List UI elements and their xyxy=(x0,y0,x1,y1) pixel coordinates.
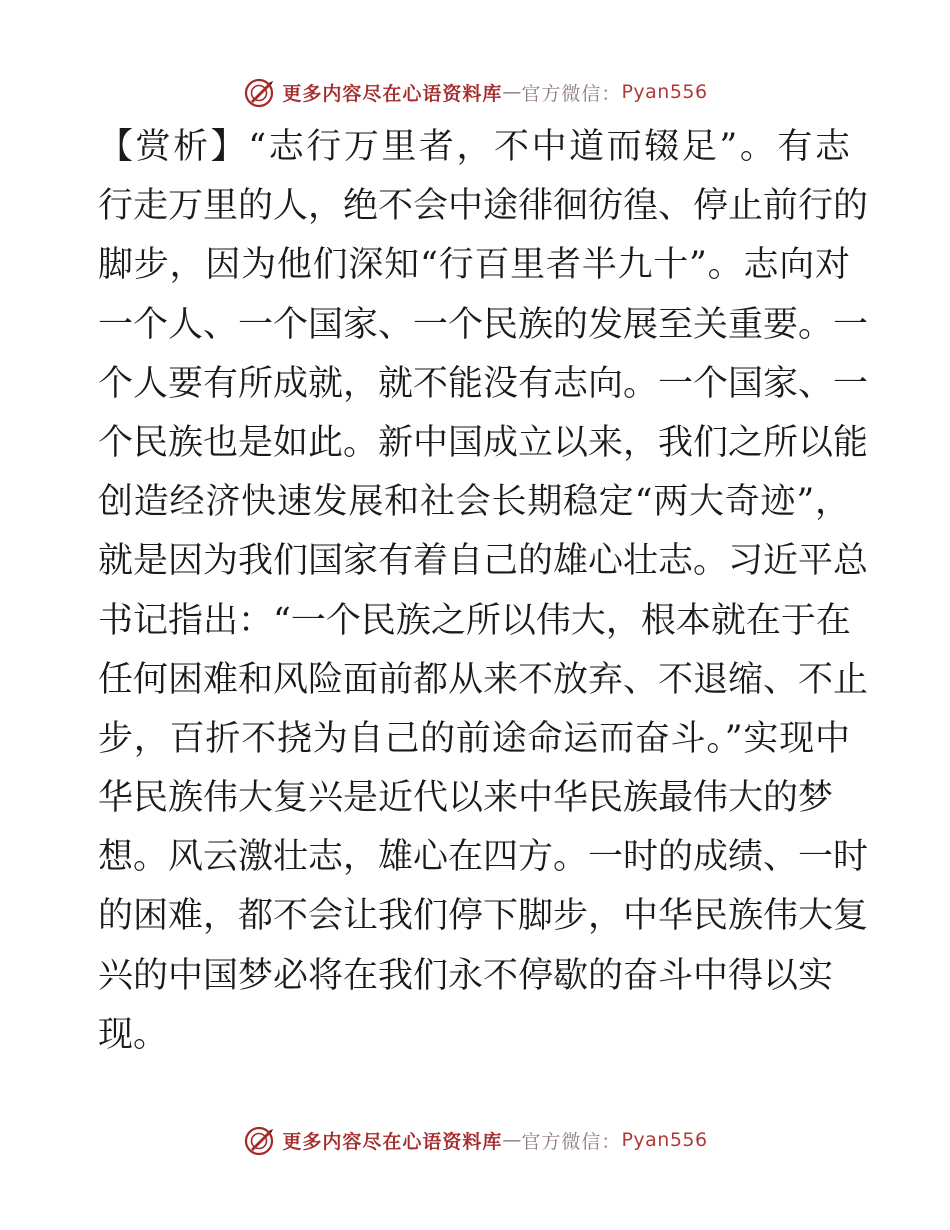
text-line: 的困难，都不会让我们停下脚步，中华民族伟大复 xyxy=(98,896,869,937)
text-line: 个人要有所成就，就不能没有志向。一个国家、一 xyxy=(98,363,869,404)
watermark-side-text: 官方微信： xyxy=(521,1130,622,1153)
watermark-separator: — xyxy=(502,81,522,103)
watermark-wechat-id: Pyan556 xyxy=(621,1129,708,1151)
text-line: 脚步，因为他们深知“行百里者半九十”。志向对 xyxy=(98,245,850,286)
watermark-side-text: 官方微信： xyxy=(521,82,622,105)
text-line: 任何困难和风险面前都从来不放弃、不退缩、不止 xyxy=(98,659,869,700)
article-body xyxy=(98,118,869,1065)
text-line: 一个人、一个国家、一个民族的发展至关重要。一 xyxy=(98,304,869,345)
text-line: 想。风云激壮志，雄心在四方。一时的成绩、一时 xyxy=(98,837,869,878)
pen-logo-icon xyxy=(242,74,278,110)
footer-watermark xyxy=(0,1120,950,1160)
text-line: 兴的中国梦必将在我们永不停歇的奋斗中得以实 xyxy=(98,955,834,996)
text-line: 行走万里的人，绝不会中途徘徊彷徨、停止前行的 xyxy=(98,186,869,227)
text-line: 创造经济快速发展和社会长期稳定“两大奇迹”， xyxy=(98,482,850,523)
watermark-separator: — xyxy=(502,1129,522,1151)
text-line: 书记指出：“一个民族之所以伟大，根本就在于在 xyxy=(98,600,851,641)
text-line: 步，百折不挠为自己的前途命运而奋斗。”实现中 xyxy=(98,718,850,759)
header-watermark xyxy=(0,72,950,112)
watermark-wechat-id: Pyan556 xyxy=(621,81,708,103)
text-line: 【赏析】“志行万里者，不中道而辍足”。有志 xyxy=(98,127,850,167)
watermark-main-text: 更多内容尽在心语资料库 xyxy=(282,82,503,105)
text-line: 个民族也是如此。新中国成立以来，我们之所以能 xyxy=(98,422,869,463)
text-line: 现。 xyxy=(98,1014,169,1055)
text-line: 就是因为我们国家有着自己的雄心壮志。习近平总 xyxy=(98,541,869,582)
watermark-main-text: 更多内容尽在心语资料库 xyxy=(282,1130,503,1153)
pen-logo-icon xyxy=(242,1122,278,1158)
text-line: 华民族伟大复兴是近代以来中华民族最伟大的梦 xyxy=(98,778,834,819)
